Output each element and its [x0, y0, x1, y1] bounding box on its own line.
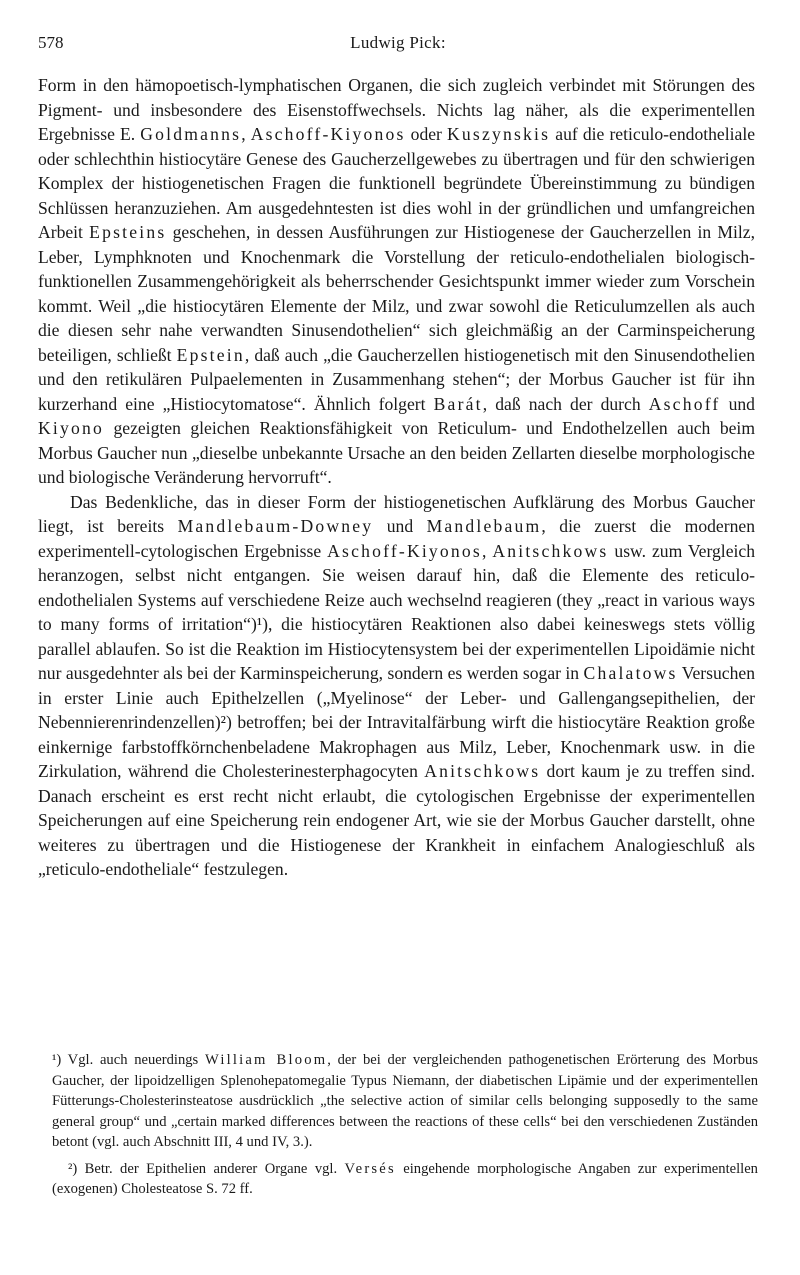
spaced-name: Aschoff	[648, 393, 721, 414]
main-text	[38, 73, 755, 882]
paragraph	[38, 490, 755, 882]
text-run: , daß auch „die Gaucherzellen histiogenetisch mit den Sinusendothelien und den retikulären Pulpaelementen in Zusammenhang stehen“; der Morbus Gaucher ist für ihn kurzerhand eine „Histiocytomatose“. Ähnlich folgert	[38, 344, 755, 414]
spaced-name: Anitschkows	[424, 761, 541, 781]
spaced-name: Barát	[433, 393, 483, 414]
text-run: ,	[481, 540, 493, 561]
text-run: ,	[241, 124, 251, 144]
text-run: , der bei der vergleichenden pathogenetischen Erörterung des Morbus Gaucher, der lipoidzelligen Splenohepatomegalie Typus Niemann, der diabetischen Lipämie und der experimentellen Fütterungs-Cholesterinsteatose ausdrücklich „the selective action of similar cells belonging supposedly to the same general group“ und „certain marked differences between the reactions of these cells“ bei den verschiedenen Zuständen betont (vgl. auch Abschnitt III, 4 und IV, 3.).	[52, 1052, 758, 1150]
text-run: geschehen, in dessen Ausführungen zur Histiogenese der Gaucherzellen in Milz, Leber, Lymphknoten und Knochenmark die Vorstellung der reticulo-endothelialen biologisch-funktionellen Zusammengehörigkeit als beherrschender Gesichtspunkt immer wieder zum Vorschein kommt. Weil „die histiocytären Elemente der Milz, und zwar sowohl die Reticulumzellen als auch die diesen sehr nahe verwandten Sinusendothelien“ sich gleichmäßig an der Carminspeicherung beteiligen, schließt	[38, 222, 755, 365]
spaced-name: Versés	[344, 1160, 396, 1177]
footnote	[52, 1050, 758, 1153]
spaced-name: William Bloom	[204, 1052, 328, 1068]
footnote	[52, 1159, 758, 1200]
paragraph	[38, 73, 755, 490]
spaced-name: Mandlebaum	[426, 516, 542, 536]
spaced-name: Kuszynskis	[447, 124, 551, 144]
spaced-name: Epsteins	[89, 222, 167, 242]
spaced-name: Anitschkows	[492, 540, 609, 561]
spaced-name: Mandlebaum-Downey	[177, 516, 374, 536]
text-run: usw. zum Vergleich heranzogen, selbst nicht entgangen. Sie weisen darauf hin, daß die Elemente des reticulo-endothelialen Systems auf verschiedene Reize auch wechselnd reagieren (they „react in various ways to many forms of irritation“)¹), die histiocytären Reaktionen also dabei keineswegs stets völlig parallel ablaufen. So ist die Reaktion im Histiocytensystem bei der experimentellen Lipoidämie nicht nur ausgedehnter als bei der Karminspeicherung, sondern es werden sogar in	[38, 540, 755, 683]
text-run: , daß nach der durch	[482, 393, 649, 414]
spaced-name: Kiyono	[38, 418, 104, 438]
running-head: Ludwig Pick:	[350, 33, 446, 52]
text-run: eingehende morphologische Angaben zur experimentellen (exogenen) Cholesteatose S. 72 ff.	[52, 1160, 758, 1197]
spaced-name: Aschoff-Kiyonos	[327, 540, 482, 561]
page-header	[38, 28, 758, 58]
text-run: Form in den hämopoetisch-lymphatischen Organen, die sich zugleich verbindet mit Störungen des Pigment- und insbesondere des Eisenstoffwechsels. Nichts lag näher, als die experimentellen Ergebnisse E.	[38, 75, 755, 144]
text-run: und	[373, 516, 427, 536]
text-run: oder	[405, 124, 448, 144]
text-run: auf die reticulo-endotheliale oder schlechthin histiocytäre Genese des Gaucherzellgewebes zu übertragen und für den schwierigen Komplex der histiogenetischen Fragen die funktionell begründete Übereinstimmung zu bündigen Schlüssen heranzuziehen. Am ausgedehntesten ist dies wohl in der gründlichen und umfangreichen Arbeit	[38, 124, 756, 242]
footnotes	[52, 1050, 758, 1206]
text-run: und	[720, 393, 755, 414]
spaced-name: Goldmanns	[140, 124, 242, 144]
text-run: Versuchen in erster Linie auch Epithelzellen („Myelinose“ der Leber- und Gallengangsepithelien, der Nebennierenrindenzellen)²) betroffen; bei der Intravitalfärbung wirft die histiocytäre Reaktion große einkernige farbstoffkörnchenbeladene Makrophagen aus Milz, Leber, Knochenmark usw. in die Zirkulation, während die Cholesterinesterphagocyten	[38, 663, 755, 781]
spaced-name: Aschoff-Kiyonos	[250, 124, 406, 144]
spaced-name: Epstein	[176, 344, 245, 365]
text-run: , die zuerst die modernen experimentell-cytologischen Ergebnisse	[38, 516, 755, 561]
text-run: gezeigten gleichen Reaktionsfähigkeit von Reticulum- und Endothelzellen auch beim Morbus Gaucher nun „dieselbe unbekannte Ursache an den beiden Zellarten dieselbe morphologische und biologische Veränderung hervorruft“.	[38, 418, 755, 487]
text-run: Das Bedenkliche, das in dieser Form der histiogenetischen Aufklärung des Morbus Gaucher liegt, ist bereits	[38, 491, 755, 536]
text-run: dort kaum je zu treffen sind. Danach erscheint es erst recht nicht erlaubt, die cytologischen Ergebnisse der experimentellen Speicherungen auf eine Speicherung rein endogener Art, wie sie der Morbus Gaucher darstellt, ohne weiteres zu übertragen und die Histiogenese der Krankheit in einfachem Analogieschluß als „reticulo-endotheliale“ festzulegen.	[38, 761, 755, 879]
page-number: 578	[38, 33, 64, 52]
spaced-name: Chalatows	[583, 663, 678, 683]
text-run: ¹) Vgl. auch neuerdings	[52, 1052, 205, 1068]
text-run: ²) Betr. der Epithelien anderer Organe vgl.	[68, 1160, 345, 1177]
